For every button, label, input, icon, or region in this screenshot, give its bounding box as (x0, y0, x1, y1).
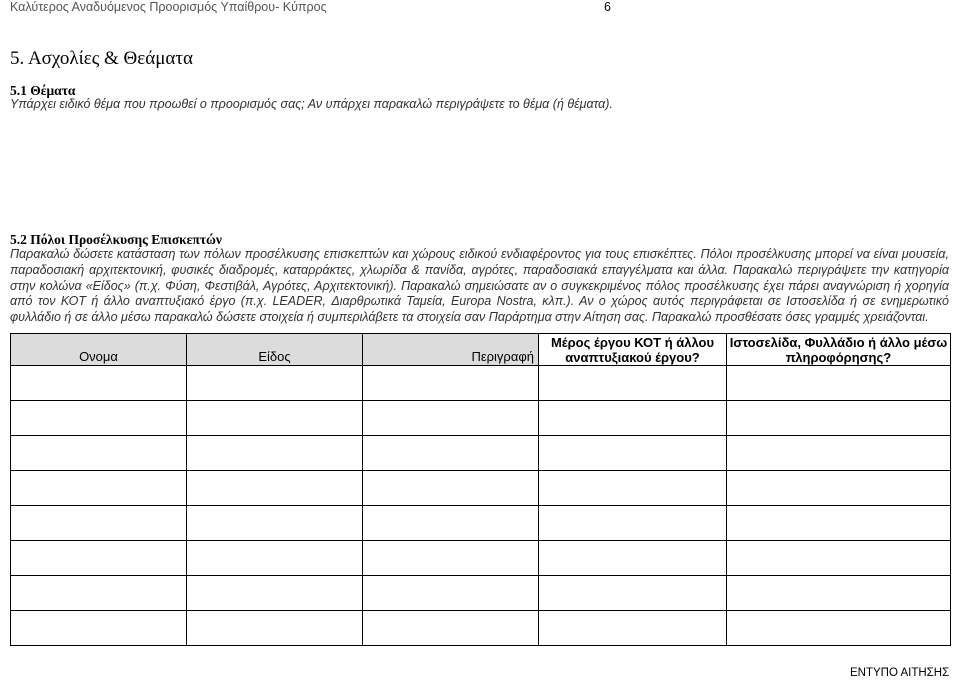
table-cell[interactable] (363, 611, 539, 646)
table-row (11, 611, 951, 646)
table-cell[interactable] (363, 401, 539, 436)
table-cell[interactable] (363, 366, 539, 401)
subsection-5-1-instruction: Υπάρχει ειδικό θέμα που προωθεί ο προορισμός σας; Αν υπάρχει παρακαλώ περιγράψετε το θέμα (ή θέματα). (10, 97, 613, 111)
table-cell[interactable] (11, 471, 187, 506)
table-cell[interactable] (187, 506, 363, 541)
table-row (11, 436, 951, 471)
column-header-name: Ονομα (11, 334, 187, 366)
table-header-row (11, 334, 951, 366)
document-header-title: Καλύτερος Αναδυόμενος Προορισμός Υπαίθρου- Κύπρος (10, 0, 327, 14)
table-cell[interactable] (11, 611, 187, 646)
table-cell[interactable] (187, 401, 363, 436)
table-cell[interactable] (539, 611, 727, 646)
table-cell[interactable] (11, 366, 187, 401)
table-cell[interactable] (727, 436, 951, 471)
subsection-5-2-title: 5.2 Πόλοι Προσέλκυσης Επισκεπτών (10, 232, 222, 247)
table-cell[interactable] (539, 506, 727, 541)
table-row (11, 366, 951, 401)
table-row (11, 506, 951, 541)
section-title: 5. Ασχολίες & Θεάματα (10, 48, 193, 69)
table-cell[interactable] (363, 436, 539, 471)
page-number: 6 (604, 0, 611, 14)
table-row (11, 576, 951, 611)
table-cell[interactable] (11, 576, 187, 611)
table-cell[interactable] (363, 576, 539, 611)
table-cell[interactable] (539, 471, 727, 506)
table-row (11, 471, 951, 506)
table-cell[interactable] (539, 436, 727, 471)
table-row (11, 541, 951, 576)
table-cell[interactable] (539, 366, 727, 401)
column-header-type: Είδος (187, 334, 363, 366)
table-cell[interactable] (727, 611, 951, 646)
table-cell[interactable] (727, 576, 951, 611)
table-cell[interactable] (727, 366, 951, 401)
table-cell[interactable] (539, 401, 727, 436)
table-cell[interactable] (11, 506, 187, 541)
table-cell[interactable] (363, 541, 539, 576)
subsection-5-2-instruction: Παρακαλώ δώσετε κατάσταση των πόλων προσέλκυσης επισκεπτών και χώρους ειδικού ενδιαφέροντος για τους επισκέπτες. Πόλοι προσέλκυσης μπορεί να είναι μουσεία, παραδοσιακή αρχιτεκτονική, φυσικές διαδρομές, καταρράκτες, χλωρίδα & πανίδα, αγρότες, παραδοσιακά επαγγέλματα και άλλα. Παρακαλώ περιγράψετε την κατηγορία στην κολώνα «Είδος» (π.χ. Φύση, Φεστιβάλ, Αγρότες, Αρχιτεκτονική). Παρακαλώ σημειώσατε αν ο συγκεκριμένος πόλος προσέλκυσης έχει πάρει αναγνώριση ή χορηγία από τον ΚΟΤ ή άλλο αναπτυξιακό έργο (π.χ. LEADER, Διαρθρωτικά Ταμεία, Europa Nostra, κλπ.). Αν ο χώρος αυτός περιγράφεται σε Ιστοσελίδα ή σε ενημερωτικό φυλλάδιο ή σε άλλο μέσω παρακαλώ δώσετε στοιχεία ή συμπεριλάβετε τα στοιχεία σαν Παράρτημα στην Αίτηση σας. Παρακαλώ προσθέσατε όσες γραμμές χρειάζονται. (10, 247, 949, 325)
subsection-5-1-title: 5.1 Θέματα (10, 83, 76, 98)
table-cell[interactable] (11, 541, 187, 576)
table-cell[interactable] (539, 541, 727, 576)
table-cell[interactable] (539, 576, 727, 611)
column-header-kot-project: Μέρος έργου ΚΟΤ ή άλλου αναπτυξιακού έργου? (539, 334, 727, 366)
table-cell[interactable] (727, 506, 951, 541)
attractions-table (10, 333, 951, 646)
table-cell[interactable] (11, 436, 187, 471)
table-cell[interactable] (187, 576, 363, 611)
table-row (11, 401, 951, 436)
column-header-description: Περιγραφή (363, 334, 539, 366)
table-cell[interactable] (727, 471, 951, 506)
table-cell[interactable] (187, 471, 363, 506)
table-cell[interactable] (187, 436, 363, 471)
table-cell[interactable] (11, 401, 187, 436)
table-cell[interactable] (363, 471, 539, 506)
table-cell[interactable] (187, 611, 363, 646)
table-cell[interactable] (363, 506, 539, 541)
table-cell[interactable] (727, 541, 951, 576)
column-header-info-medium: Ιστοσελίδα, Φυλλάδιο ή άλλο μέσω πληροφόρησης? (727, 334, 951, 366)
footer-form-label: ΕΝΤΥΠΟ ΑΙΤΗΣΗΣ (850, 667, 950, 679)
table-cell[interactable] (187, 541, 363, 576)
table-cell[interactable] (727, 401, 951, 436)
table-cell[interactable] (187, 366, 363, 401)
